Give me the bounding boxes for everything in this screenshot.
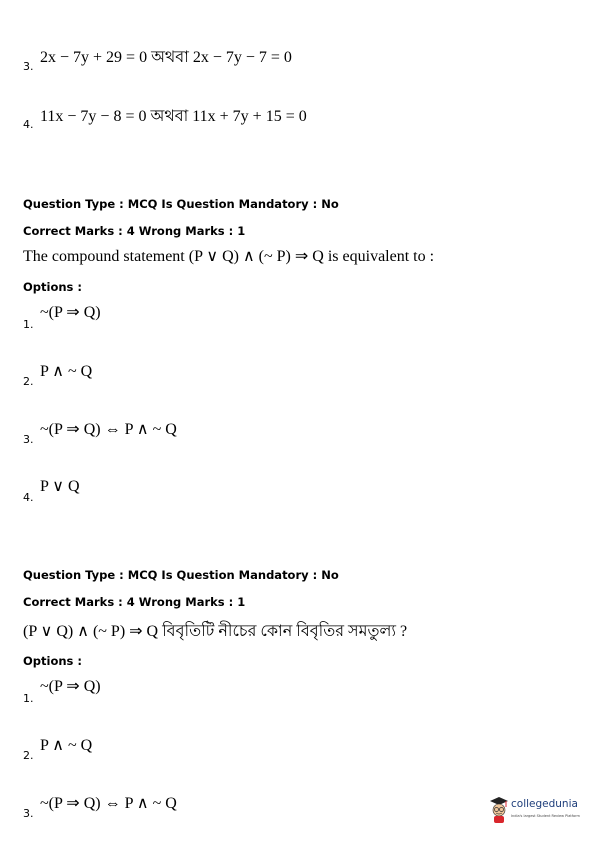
option-number: 2. [23,375,34,388]
option-text: ~(P ⇒ Q) [40,304,101,321]
option-text: P ∨ Q [40,478,80,495]
logo-tagline: India's largest Student Review Platform [511,814,580,818]
option-number: 1. [23,318,34,331]
option-number: 4. [23,118,34,131]
collegedunia-logo [489,796,589,828]
option-number: 3. [23,433,34,446]
logo-wordmark: collegedunia [511,798,578,810]
options-label: Options : [23,280,82,294]
option-number: 2. [23,749,34,762]
option-text: ~(P ⇒ Q) ⇔ P ∧ ~ Q [40,421,177,438]
question-type-line: Question Type : MCQ Is Question Mandatory : No [23,568,339,582]
option-text: P ∧ ~ Q [40,363,93,380]
option-text: ~(P ⇒ Q) [40,678,101,695]
marks-line: Correct Marks : 4 Wrong Marks : 1 [23,595,246,609]
question-text: (P ∨ Q) ∧ (~ P) ⇒ Q বিবৃতিটি নীচের কোন বিবৃতির সমতুল্য ? [23,623,408,640]
option-text: 2x − 7y + 29 = 0 অথবা 2x − 7y − 7 = 0 [40,49,292,66]
option-text: P ∧ ~ Q [40,737,93,754]
options-label: Options : [23,654,82,668]
graduate-mascot-icon [489,796,509,824]
option-number: 3. [23,60,34,73]
option-text: ~(P ⇒ Q) ⇔ P ∧ ~ Q [40,795,177,812]
question-type-line: Question Type : MCQ Is Question Mandatory : No [23,197,339,211]
marks-line: Correct Marks : 4 Wrong Marks : 1 [23,224,246,238]
option-text: 11x − 7y − 8 = 0 অথবা 11x + 7y + 15 = 0 [40,108,307,125]
option-number: 3. [23,807,34,820]
option-number: 1. [23,692,34,705]
question-text: The compound statement (P ∨ Q) ∧ (~ P) ⇒ Q is equivalent to : [23,248,435,265]
option-number: 4. [23,491,34,504]
